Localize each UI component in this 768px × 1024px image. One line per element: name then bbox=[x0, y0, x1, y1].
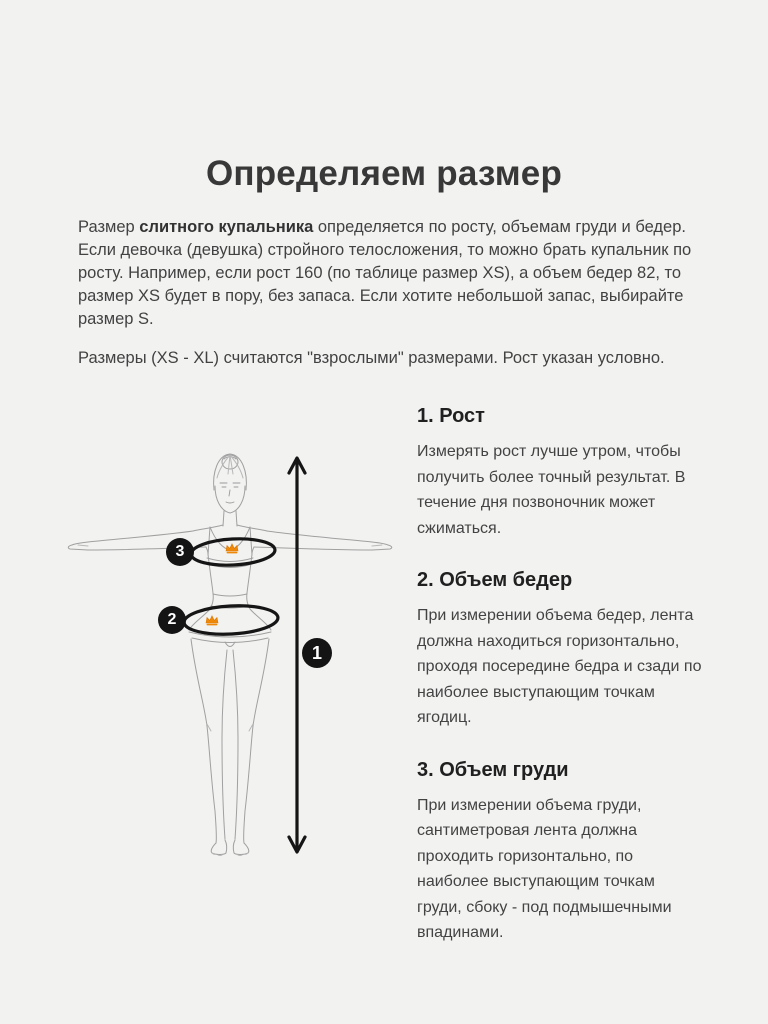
height-marker-badge: 1 bbox=[302, 638, 332, 668]
section-chest-title: 3. Объем груди bbox=[417, 758, 569, 781]
crown-icon bbox=[205, 613, 219, 624]
measurement-figure bbox=[60, 442, 410, 900]
section-chest-body: При измерении объема груди, сантиметровая лента должна проходить горизонтально, по наиболее выступающим точкам груди, сбоку - под подмышечными впадинами. bbox=[417, 796, 672, 941]
section-height bbox=[417, 404, 710, 541]
note-paragraph: Размеры (XS - XL) считаются "взрослыми" размерами. Рост указан условно. bbox=[78, 349, 665, 367]
section-hips-title: 2. Объем бедер bbox=[417, 569, 573, 591]
page-title: Определяем размер bbox=[205, 154, 563, 193]
section-hips bbox=[417, 568, 710, 731]
body-outline-illustration bbox=[60, 442, 410, 900]
section-chest bbox=[417, 758, 710, 946]
hips-marker-badge: 2 bbox=[158, 606, 186, 634]
intro-text-prefix: Размер bbox=[78, 218, 140, 236]
intro-text-bold: слитного купальника bbox=[139, 218, 314, 236]
instructions-column bbox=[410, 402, 710, 946]
intro-paragraph bbox=[78, 216, 718, 331]
section-hips-body: При измерении объема бедер, лента должна находиться горизонтально, проходя посередине бедра и сзади по наиболее выступающим точкам ягодиц. bbox=[417, 607, 702, 726]
chest-marker-badge: 3 bbox=[166, 538, 194, 566]
intro-text-rest: определяется по росту, объемам груди и бедер. Если девочка (девушка) стройного телосложения, то можно брать купальник по росту. Например, если рост 160 (по таблице размер XS), а объем бедер 82, то размер XS будет в пору, без запаса. Если хотите небольшой запас, выбирайте размер S. bbox=[78, 218, 692, 328]
content-columns bbox=[0, 402, 768, 946]
section-height-title: 1. Рост bbox=[417, 405, 485, 427]
section-height-body: Измерять рост лучше утром, чтобы получить более точный результат. В течение дня позвоночник может сжиматься. bbox=[417, 443, 686, 537]
crown-icon bbox=[225, 541, 239, 552]
